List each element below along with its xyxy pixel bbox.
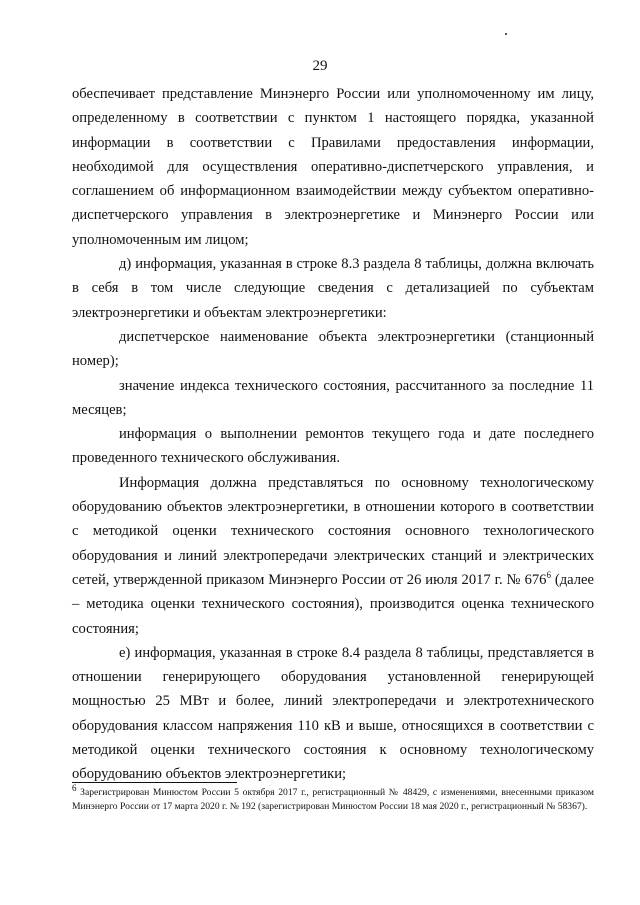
body-text [72, 82, 594, 787]
paragraph-scope-text-cont: (далее – методика оценки технического состояния), производится оценка технического состояния; [72, 571, 594, 637]
paragraph-dispatch-name: диспетчерское наименование объекта электроэнергетики (станционный номер); [72, 328, 594, 370]
footnote-number: 6 [72, 782, 77, 793]
paragraph-condition-index: значение индекса технического состояния, рассчитанного за последние 11 месяцев; [72, 377, 594, 418]
footnote-text: Зарегистрирован Минюстом России 5 октября 2017 г., регистрационный № 48429, с изменениями, внесенными приказом Минэнерго России от 17 марта 2020 г. № 192 (зарегистрирован Минюстом России 18 мая 2020 г., регистрационный № 58367). [72, 787, 594, 812]
page-number: 29 [312, 58, 328, 74]
footnote-divider [72, 782, 237, 783]
paragraph-item-d: д) информация, указанная в строке 8.3 раздела 8 таблицы, должна включать в себя в том числе следующие сведения с детализацией по субъектам электроэнергетики и объектам электроэнергетики: [72, 256, 594, 321]
paragraph-scope-text: Информация должна представляться по основному технологическому оборудованию объектов электроэнергетики, в отношении которого в соответствии с методикой оценки технического состояния основного технологического оборудования и линий электропередачи электрических станций и электрических сетей, утвержденной приказом Минэнерго России от 26 июля 2017 г. № 676 [72, 474, 594, 588]
paragraph-item-e: е) информация, указанная в строке 8.4 раздела 8 таблицы, представляется в отношении генерирующего оборудования установленной генерирующей мощностью 25 МВт и более, линий электропередачи и электротехнического оборудования классом напряжения 110 кВ и выше, относящихся в соответствии с методикой оценки технического состояния к основному технологическому оборудованию объектов электроэнергетики; [72, 644, 594, 783]
paragraph-information-scope [72, 471, 594, 641]
scan-speck [505, 33, 507, 35]
paragraph-continuation: обеспечивает представление Минэнерго России или уполномоченному им лицу, определенному в соответствии с пунктом 1 настоящего порядка, указанной информации в соответствии с Правилами предоставления информации, необходимой для осуществления оперативно-диспетчерского управления, и соглашением об информационном взаимодействии между субъектом оперативно-диспетчерского управления в электроэнергетике и Минэнерго России или уполномоченным им лицом; [72, 86, 594, 248]
footnote-reference: 6 [546, 570, 551, 581]
footnote [72, 782, 594, 813]
paragraph-repairs-info: информация о выполнении ремонтов текущего года и дате последнего проведенного технического обслуживания. [72, 426, 594, 467]
